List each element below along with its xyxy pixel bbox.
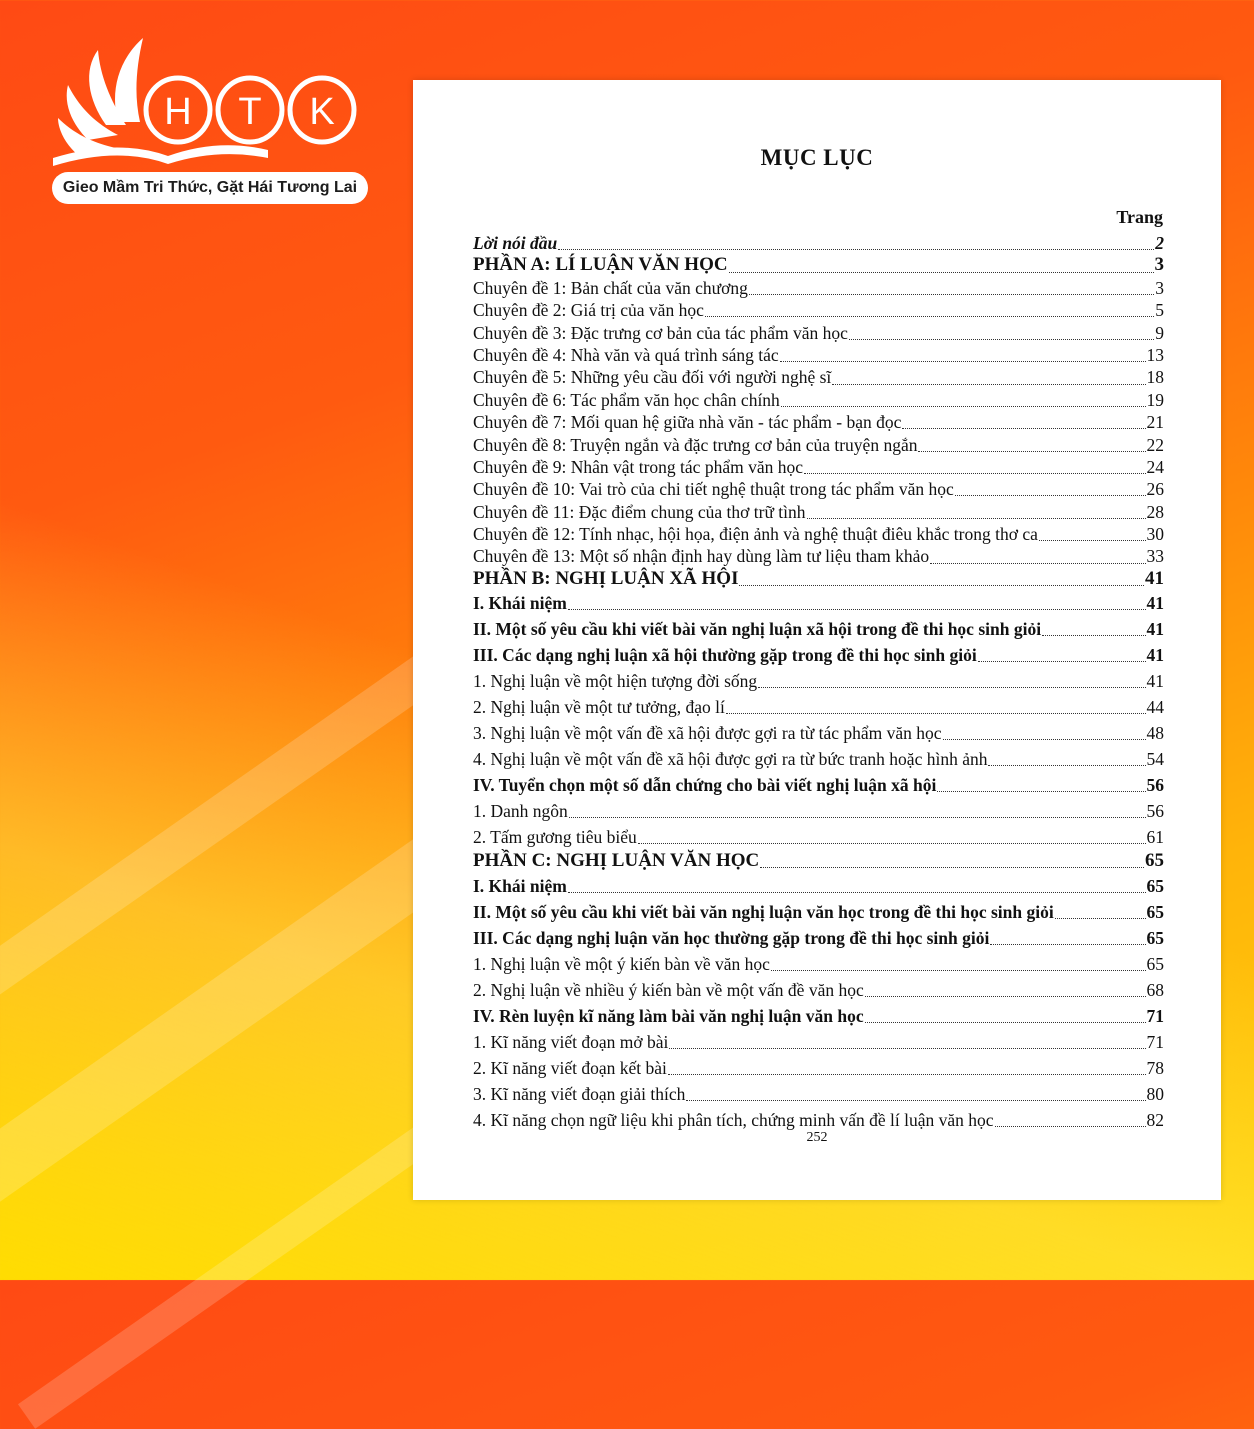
dot-leader <box>568 608 1146 610</box>
dot-leader <box>638 842 1146 844</box>
toc-entry-label: 1. Nghị luận về một ý kiến bàn về văn học <box>473 953 770 974</box>
dot-leader <box>749 293 1154 295</box>
dot-leader <box>807 517 1146 519</box>
toc-entry <box>473 824 1164 850</box>
toc-entry <box>473 899 1164 925</box>
toc-entry-label: Chuyên đề 9: Nhân vật trong tác phẩm văn học <box>473 456 803 477</box>
dot-leader <box>832 383 1145 385</box>
toc-entry <box>473 299 1164 321</box>
dot-leader <box>955 494 1146 496</box>
toc-entry-page: 65 <box>1146 901 1164 922</box>
toc-entry <box>473 590 1164 616</box>
toc-entry-label: Chuyên đề 6: Tác phẩm văn học chân chính <box>473 389 780 410</box>
toc-entry-page: 61 <box>1146 827 1164 848</box>
toc-entry-label: Chuyên đề 12: Tính nhạc, hội họa, điện ảnh và nghệ thuật điêu khắc trong thơ ca <box>473 524 1038 545</box>
toc-entry-page: 21 <box>1146 412 1164 433</box>
dot-leader <box>990 943 1145 945</box>
toc-entry <box>473 568 1164 590</box>
dot-leader <box>726 712 1146 714</box>
toc-entry <box>473 720 1164 746</box>
toc-entry <box>473 951 1164 977</box>
toc-entry-label: II. Một số yêu cầu khi viết bài văn nghị luận văn học trong đề thi học sinh giỏi <box>473 901 1054 922</box>
dot-leader <box>902 427 1145 429</box>
dot-leader <box>988 764 1145 766</box>
toc-entry-page: 65 <box>1146 953 1164 974</box>
toc-entry <box>473 277 1164 299</box>
toc-entry-page: 82 <box>1146 1109 1164 1130</box>
toc-entry-label: 2. Kĩ năng viết đoạn kết bài <box>473 1057 667 1078</box>
toc-entry-page: 71 <box>1146 1005 1164 1026</box>
toc-entry-label: PHẦN A: LÍ LUẬN VĂN HỌC <box>473 254 728 276</box>
toc-entry <box>473 772 1164 798</box>
toc-entry-page: 41 <box>1145 567 1164 589</box>
dot-leader <box>978 660 1146 662</box>
dot-leader <box>668 1073 1146 1075</box>
svg-text:T: T <box>238 91 262 133</box>
toc-entry-label: Chuyên đề 10: Vai trò của chi tiết nghệ thuật trong tác phẩm văn học <box>473 479 954 500</box>
dot-leader <box>995 1125 1146 1127</box>
toc-entry-page: 65 <box>1146 927 1164 948</box>
toc-entry-page: 56 <box>1146 775 1164 796</box>
toc-entry-label: II. Một số yêu cầu khi viết bài văn nghị luận xã hội trong đề thi học sinh giỏi <box>473 619 1042 640</box>
toc-entry-label: IV. Tuyển chọn một số dẫn chứng cho bài viết nghị luận xã hội <box>473 775 937 796</box>
dot-leader <box>804 472 1146 474</box>
toc-entry <box>473 434 1164 456</box>
toc-entry-label: I. Khái niệm <box>473 593 567 614</box>
dot-leader <box>865 1021 1146 1023</box>
toc-entry <box>473 668 1164 694</box>
toc-entry-page: 18 <box>1146 367 1164 388</box>
dot-leader <box>569 816 1146 818</box>
dot-leader <box>943 738 1146 740</box>
toc-entry-page: 65 <box>1146 875 1164 896</box>
toc-entry <box>473 344 1164 366</box>
toc-entry <box>473 411 1164 433</box>
toc-entry <box>473 501 1164 523</box>
toc-entry-label: Lời nói đầu <box>473 233 558 253</box>
toc-entry-label: 2. Tấm gương tiêu biểu <box>473 827 637 848</box>
toc-entry <box>473 366 1164 388</box>
toc-entry-page: 30 <box>1146 524 1164 545</box>
toc-entry <box>473 642 1164 668</box>
toc-entry <box>473 1029 1164 1055</box>
toc-entry-label: 4. Kĩ năng chọn ngữ liệu khi phân tích, chứng minh vấn đề lí luận văn học <box>473 1109 994 1130</box>
dot-leader <box>758 686 1145 688</box>
dot-leader <box>760 866 1144 868</box>
dot-leader <box>849 338 1154 340</box>
toc-entry-page: 3 <box>1154 254 1164 276</box>
page-number: 252 <box>806 1130 828 1145</box>
toc-entry <box>473 232 1164 254</box>
toc-entry-label: Chuyên đề 3: Đặc trưng cơ bản của tác phẩm văn học <box>473 322 848 343</box>
toc-entry <box>473 694 1164 720</box>
toc-entry <box>473 254 1164 276</box>
toc-entry-label: IV. Rèn luyện kĩ năng làm bài văn nghị luận văn học <box>473 1005 864 1026</box>
toc-entry-label: 1. Kĩ năng viết đoạn mở bài <box>473 1031 669 1052</box>
dot-leader <box>669 1047 1145 1049</box>
toc-entry-page: 13 <box>1146 344 1164 365</box>
dot-leader <box>771 969 1146 971</box>
toc-entry-page: 48 <box>1146 723 1164 744</box>
dot-leader <box>937 790 1145 792</box>
toc-entry <box>473 616 1164 642</box>
dot-leader <box>1042 634 1145 636</box>
dot-leader <box>729 271 1154 273</box>
svg-text:H: H <box>164 91 192 133</box>
page-title: MỤC LỤC <box>760 145 874 170</box>
toc-entry-label: I. Khái niệm <box>473 875 567 896</box>
toc-entry <box>473 389 1164 411</box>
toc-entry <box>473 478 1164 500</box>
dot-leader <box>1039 539 1146 541</box>
toc-entry-label: Chuyên đề 7: Mối quan hệ giữa nhà văn - tác phẩm - bạn đọc <box>473 412 902 433</box>
toc-entry-label: PHẦN C: NGHỊ LUẬN VĂN HỌC <box>473 850 760 872</box>
toc-entry-page: 33 <box>1146 546 1164 567</box>
dot-leader <box>686 1099 1145 1101</box>
toc-entry-page: 3 <box>1155 277 1164 298</box>
toc-entry <box>473 322 1164 344</box>
toc-entry-page: 22 <box>1146 434 1164 455</box>
toc-entry-page: 71 <box>1146 1031 1164 1052</box>
toc-entry-label: Chuyên đề 5: Những yêu cầu đối với người nghệ sĩ <box>473 367 832 388</box>
brand-tagline: Gieo Mầm Tri Thức, Gặt Hái Tương Lai <box>52 172 368 204</box>
toc-entry-page: 41 <box>1146 619 1164 640</box>
toc-entry-label: Chuyên đề 11: Đặc điểm chung của thơ trữ tình <box>473 501 806 522</box>
toc-entry-page: 28 <box>1146 501 1164 522</box>
dot-leader <box>780 360 1146 362</box>
toc-entry <box>473 1003 1164 1029</box>
toc-entry <box>473 925 1164 951</box>
toc-entry <box>473 545 1164 567</box>
toc-entry-label: Chuyên đề 13: Một số nhận định hay dùng làm tư liệu tham khảo <box>473 546 930 567</box>
toc-entry-page: 44 <box>1146 697 1164 718</box>
dot-leader <box>865 995 1146 997</box>
toc-entry-label: Chuyên đề 8: Truyện ngắn và đặc trưng cơ bản của truyện ngắn <box>473 434 918 455</box>
toc-entry-label: 3. Nghị luận về một vấn đề xã hội được gợi ra từ tác phẩm văn học <box>473 723 942 744</box>
toc-entry-label: III. Các dạng nghị luận xã hội thường gặp trong đề thi học sinh giỏi <box>473 645 977 666</box>
table-of-contents <box>473 232 1164 1133</box>
toc-entry <box>473 456 1164 478</box>
dot-leader <box>930 562 1145 564</box>
page-column-header: Trang <box>1116 207 1163 227</box>
dot-leader <box>558 248 1154 250</box>
toc-entry-page: 24 <box>1146 456 1164 477</box>
dot-leader <box>1055 917 1146 919</box>
toc-entry-page: 19 <box>1146 389 1164 410</box>
toc-entry-page: 54 <box>1146 749 1164 770</box>
dot-leader <box>705 315 1154 317</box>
toc-entry-label: III. Các dạng nghị luận văn học thường gặp trong đề thi học sinh giỏi <box>473 927 990 948</box>
toc-entry-label: 2. Nghị luận về nhiều ý kiến bàn về một vấn đề văn học <box>473 979 864 1000</box>
toc-entry <box>473 1107 1164 1133</box>
toc-entry-page: 68 <box>1146 979 1164 1000</box>
toc-entry-page: 56 <box>1146 801 1164 822</box>
toc-entry <box>473 1081 1164 1107</box>
toc-entry-page: 5 <box>1155 300 1164 321</box>
toc-entry-page: 26 <box>1146 479 1164 500</box>
toc-entry <box>473 746 1164 772</box>
toc-entry-label: 1. Nghị luận về một hiện tượng đời sống <box>473 671 758 692</box>
toc-entry-page: 2 <box>1155 233 1164 253</box>
toc-entry-label: PHẦN B: NGHỊ LUẬN XÃ HỘI <box>473 567 739 589</box>
toc-entry <box>473 798 1164 824</box>
toc-entry-page: 9 <box>1155 322 1164 343</box>
toc-entry <box>473 850 1164 872</box>
toc-entry-label: 3. Kĩ năng viết đoạn giải thích <box>473 1083 686 1104</box>
dot-leader <box>739 584 1144 586</box>
dot-leader <box>918 450 1145 452</box>
toc-entry <box>473 1055 1164 1081</box>
toc-entry-page: 80 <box>1146 1083 1164 1104</box>
toc-entry-label: 2. Nghị luận về một tư tưởng, đạo lí <box>473 697 725 718</box>
svg-text:K: K <box>309 91 335 133</box>
toc-entry-label: Chuyên đề 1: Bản chất của văn chương <box>473 277 748 298</box>
toc-entry-page: 78 <box>1146 1057 1164 1078</box>
toc-entry-page: 41 <box>1146 645 1164 666</box>
toc-entry-page: 41 <box>1146 671 1164 692</box>
toc-entry-label: Chuyên đề 2: Giá trị của văn học <box>473 300 704 321</box>
toc-entry-label: 1. Danh ngôn <box>473 801 568 822</box>
toc-entry-page: 65 <box>1145 850 1164 872</box>
dot-leader <box>781 405 1146 407</box>
toc-entry-label: 4. Nghị luận về một vấn đề xã hội được gợi ra từ bức tranh hoặc hình ảnh <box>473 749 988 770</box>
dot-leader <box>568 891 1146 893</box>
toc-entry-label: Chuyên đề 4: Nhà văn và quá trình sáng tác <box>473 344 779 365</box>
toc-entry <box>473 873 1164 899</box>
toc-entry <box>473 523 1164 545</box>
toc-entry <box>473 977 1164 1003</box>
document-page <box>413 80 1221 1200</box>
toc-entry-page: 41 <box>1146 593 1164 614</box>
